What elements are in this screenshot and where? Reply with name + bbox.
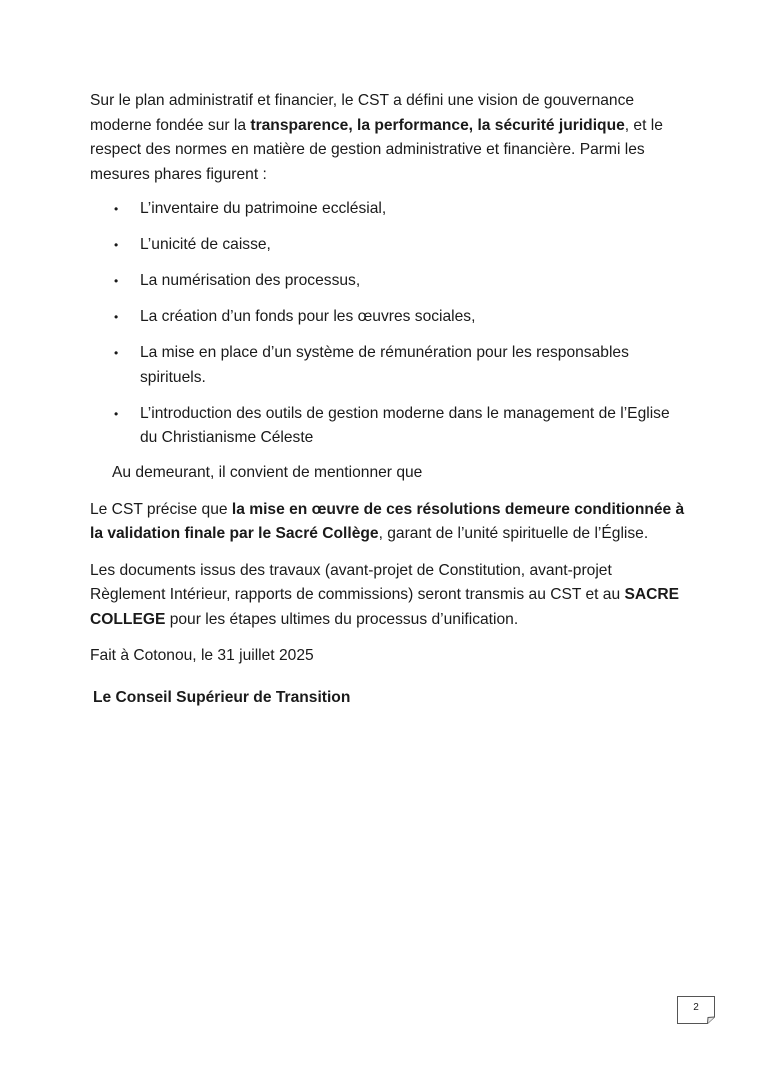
list-item bbox=[90, 402, 690, 451]
list-item bbox=[90, 305, 690, 330]
documents-paragraph-emphasis: SACRE COLLEGE bbox=[90, 586, 680, 628]
governance-paragraph-emphasis: transparence, la performance, la sécurité juridique bbox=[250, 116, 625, 134]
bullet-icon: • bbox=[114, 346, 119, 360]
list-item-text: L’unicité de caisse, bbox=[140, 236, 271, 253]
list-item-text: L’inventaire du patrimoine ecclésial, bbox=[140, 200, 387, 217]
documents-paragraph-text-end: pour les étapes ultimes du processus d’unification. bbox=[165, 610, 519, 628]
document-body bbox=[90, 89, 690, 710]
bullet-icon: • bbox=[114, 310, 119, 324]
sacred-college-paragraph-text-start: Le CST précise que bbox=[90, 500, 232, 518]
list-item-text: La création d’un fonds pour les œuvres sociales, bbox=[140, 308, 476, 325]
governance-paragraph-text-start: Sur le plan administratif et financier, le CST a défini une vision de gouvernance moderne fondée sur la bbox=[90, 92, 635, 134]
governance-paragraph bbox=[90, 89, 690, 187]
list-item-text: L’introduction des outils de gestion moderne dans le management de l’Eglise du Christianisme Céleste bbox=[140, 404, 670, 446]
governance-paragraph-text-end: , et le respect des normes en matière de gestion administrative et financière. Parmi les mesures phares figurent : bbox=[90, 116, 663, 183]
bullet-icon: • bbox=[114, 238, 119, 252]
page-number: 2 bbox=[693, 1002, 699, 1013]
list-item-text: La numérisation des processus, bbox=[140, 272, 361, 289]
list-item bbox=[90, 341, 690, 390]
bullet-icon: • bbox=[114, 406, 119, 421]
place-and-date: Fait à Cotonou, le 31 juillet 2025 bbox=[90, 647, 314, 664]
page-number-badge bbox=[677, 996, 715, 1024]
transition-sentence: Au demeurant, il convient de mentionner que bbox=[112, 464, 423, 481]
sacred-college-paragraph-emphasis: la mise en œuvre de ces résolutions demeure conditionnée à la validation finale par le Sacré Collège bbox=[90, 500, 685, 542]
sacred-college-paragraph-text-end: , garant de l’unité spirituelle de l’Église. bbox=[378, 525, 649, 542]
bullet-icon: • bbox=[114, 202, 119, 216]
list-item bbox=[90, 269, 690, 294]
list-item bbox=[90, 197, 690, 222]
bullet-icon: • bbox=[114, 274, 119, 288]
documents-paragraph bbox=[90, 559, 690, 633]
key-measures-list bbox=[90, 197, 690, 451]
list-item bbox=[90, 233, 690, 258]
sacred-college-paragraph bbox=[90, 498, 690, 547]
list-item-text: La mise en place d’un système de rémunération pour les responsables spirituels. bbox=[140, 344, 629, 386]
signature: Le Conseil Supérieur de Transition bbox=[93, 688, 351, 706]
documents-paragraph-text-start: Les documents issus des travaux (avant-projet de Constitution, avant-projet Règlement Intérieur, rapports de commissions) seront transmis au CST et au bbox=[90, 561, 625, 603]
